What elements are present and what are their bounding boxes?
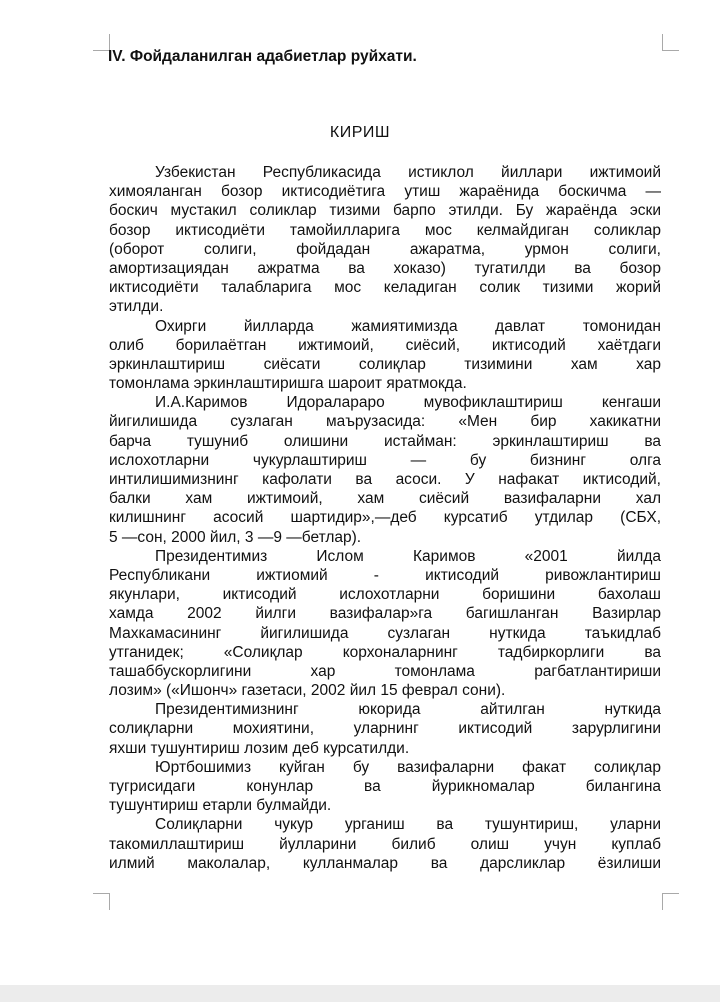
text-line: илмий маколалар, кулланмалар ва дарсликлар ёзилиши bbox=[109, 854, 661, 872]
text-line: утганидек; «Солиқлар корхоналарнинг тадбиркорлиги ва bbox=[109, 643, 661, 661]
text-line: йигилишида сузлаган маърузасида: «Мен бир хакикатни bbox=[109, 413, 661, 431]
text-line: балки хам ижтимоий, хам сиёсий вазифаларни хал bbox=[109, 490, 661, 508]
text-line: 5 —сон, 2000 йил, 3 —9 —бетлар). bbox=[109, 528, 362, 546]
margin-corner-bottom-right bbox=[662, 893, 679, 910]
text-line: барча тушуниб олишини истайман: эркинлаштириш ва bbox=[109, 432, 661, 450]
text-line: амортизациядан ажратма ва хоказо) тугатилди ва бозор bbox=[109, 259, 661, 277]
text-line: И.А.Каримов Идоралараро мувофиклаштириш кенгаши bbox=[155, 394, 661, 412]
text-line: Солиқларни чукур урганиш ва тушунтириш, уларни bbox=[155, 816, 661, 834]
margin-corner-top-right bbox=[662, 34, 679, 51]
text-line: солиқларни мохиятини, уларнинг иктисодий зарурлигини bbox=[109, 720, 661, 738]
text-line: бозор иктисодиёти тамойилларига мос келмайдиган соликлар bbox=[109, 221, 661, 239]
text-line: тушунтириш етарли булмайди. bbox=[109, 797, 332, 815]
text-line: Охирги йилларда жамиятимизда давлат томонидан bbox=[155, 317, 661, 335]
text-line: такомиллаштириш йулларини билиб олиш учун куплаб bbox=[109, 835, 661, 853]
text-line: этилди. bbox=[109, 298, 164, 316]
text-line: тугрисидаги конунлар ва йурикномалар билангина bbox=[109, 778, 661, 795]
text-line: ташаббускорлигини хар томонлама рагбатлантириши bbox=[109, 662, 661, 680]
body-text bbox=[109, 163, 661, 873]
text-line: ислохотларни чукурлаштириш — бу бизнинг олга bbox=[109, 451, 661, 469]
text-line: боскич мустакил соликлар тизими барпо этилди. Бу жараёнда эски bbox=[109, 202, 661, 220]
text-line: Юртбошимиз куйган бу вазифаларни факат солиқлар bbox=[155, 758, 661, 776]
text-line: эркинлаштириш сиёсати солиқлар тизимини хам хар bbox=[109, 355, 661, 373]
text-line: хамда 2002 йилги вазифалар»га багишланган Вазирлар bbox=[109, 605, 661, 623]
text-line: Президентимиз Ислом Каримов «2001 йилда bbox=[155, 547, 661, 565]
margin-corner-bottom-left bbox=[93, 893, 110, 910]
section-title: КИРИШ bbox=[329, 124, 391, 141]
text-line: иктисодиёти талабларига мос келадиган солик тизими жорий bbox=[109, 279, 661, 297]
text-line: лозим» («Ишонч» газетаси, 2002 йил 15 феврал сони). bbox=[109, 682, 506, 700]
page-gap bbox=[0, 985, 720, 1002]
text-line: Махкамасининг йигилишида сузлаган нуткида таъкидлаб bbox=[109, 624, 661, 642]
text-line: (оборот солиги, фойдадан ажаратма, урмон солиги, bbox=[109, 240, 661, 258]
text-line: томонлама эркинлаштиришга шароит яратмокда. bbox=[109, 375, 467, 393]
toc-heading: IV. Фойдаланилган адабиетлар руйхати. bbox=[108, 48, 417, 65]
text-line: якунлари, иктисодий ислохотларни боришини бахолаш bbox=[109, 586, 661, 604]
text-line: Президентимизнинг юкорида айтилган нуткида bbox=[155, 701, 661, 719]
text-line: Узбекистан Республикасида истиклол йиллари ижтимоий bbox=[155, 164, 661, 181]
text-line: Республикани ижтиомий - иктисодий ривожлантириш bbox=[109, 566, 661, 584]
text-line: химояланган бозор иктисодиётига утиш жараёнида боскичма — bbox=[109, 183, 661, 201]
text-line: олиб борилаётган ижтимоий, сиёсий, иктисодий хаётдаги bbox=[109, 336, 661, 354]
text-line: интилишимизнинг кафолати ва асоси. У нафакат иктисодий, bbox=[109, 471, 661, 488]
text-line: яхши тушунтириш лозим деб курсатилди. bbox=[109, 739, 410, 757]
text-line: килишнинг асосий шартидир»,—деб курсатиб утдилар (СБХ, bbox=[109, 509, 661, 527]
